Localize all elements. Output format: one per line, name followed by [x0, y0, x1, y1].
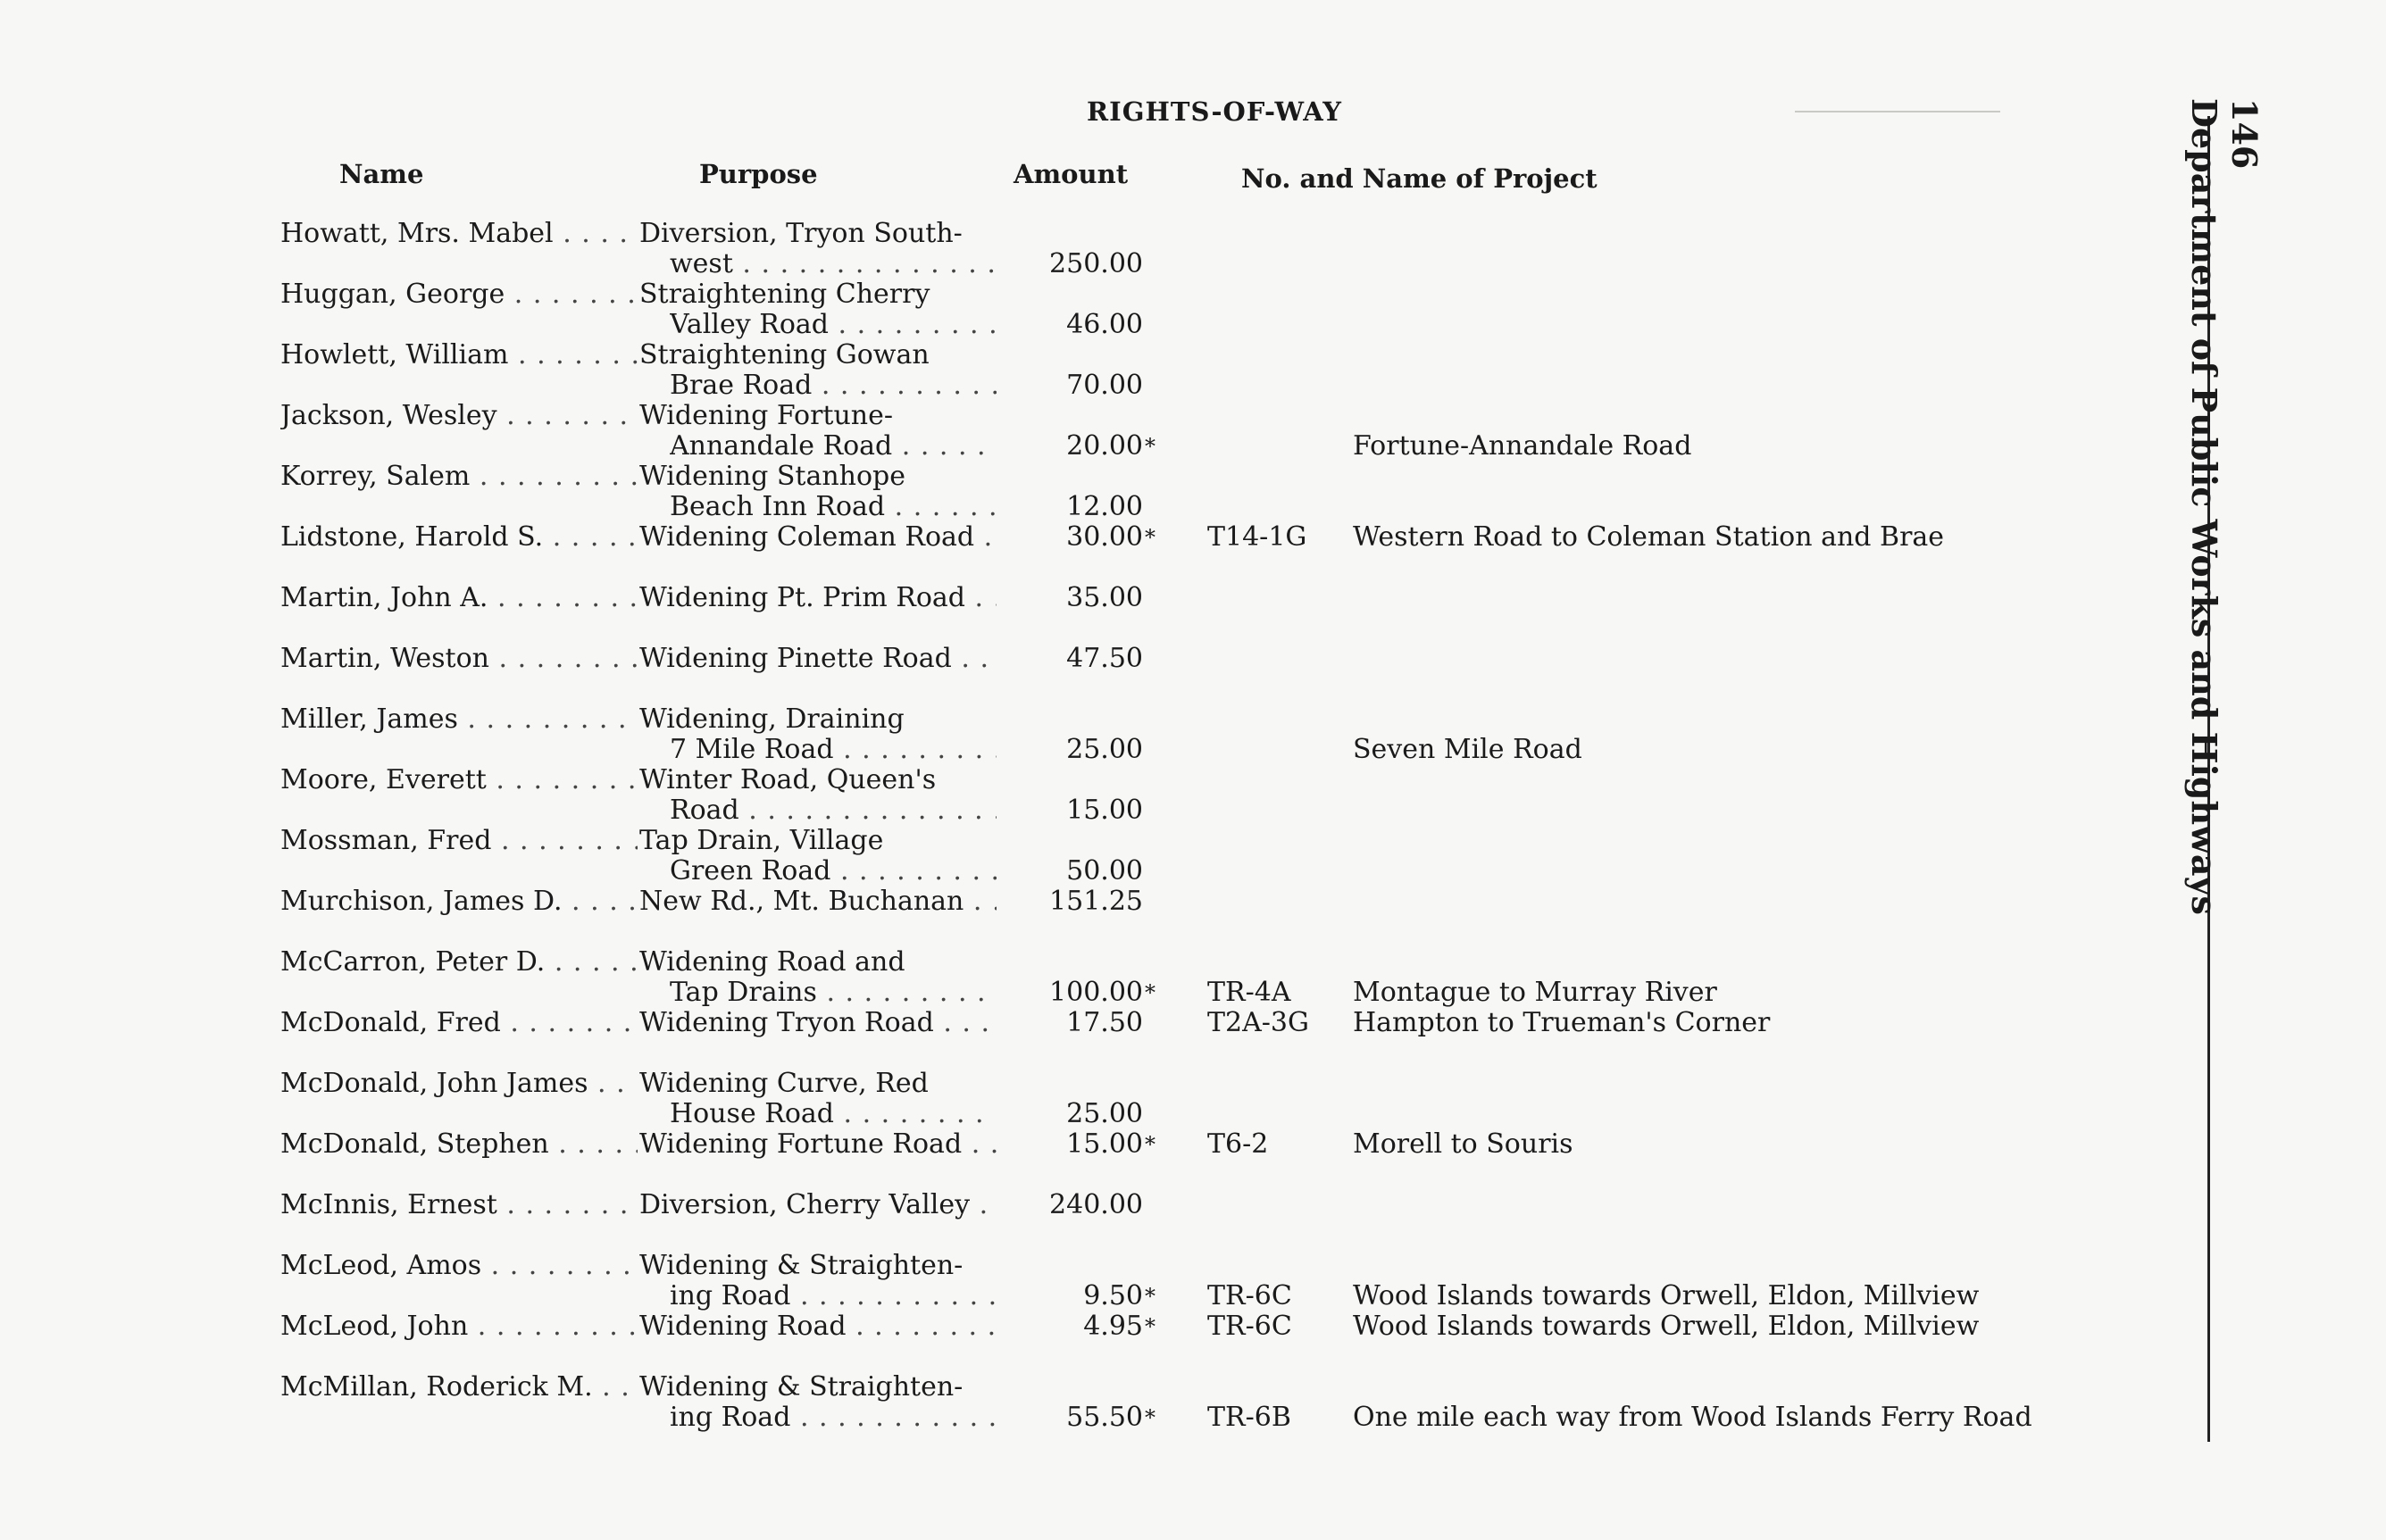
- row-purpose-line: [639, 462, 997, 492]
- amount-value: 50.00: [1066, 855, 1143, 887]
- row-project-name-text: Fortune-Annandale Road: [1353, 430, 1692, 462]
- running-head: [2184, 98, 2265, 1214]
- amount-value: 46.00: [1066, 309, 1143, 340]
- row-project-name-text: Wood Islands towards Orwell, Eldon, Millview: [1353, 1311, 1980, 1342]
- row-name: [280, 1008, 638, 1038]
- row-project-code-text: TR-6B: [1207, 1402, 1291, 1433]
- row-purpose-line: [639, 947, 997, 978]
- running-head-title: Department of Public Works and Highways: [2184, 98, 2224, 915]
- row-name: [280, 887, 638, 917]
- row-name: [280, 340, 638, 370]
- row-project-name-text: Morell to Souris: [1353, 1128, 1573, 1160]
- row-project-name: [1353, 1129, 2157, 1160]
- row-purpose-line-text: Widening Pinette Road: [639, 644, 952, 674]
- amount-value: 20.00: [1066, 430, 1143, 462]
- row-amount: [1009, 310, 1161, 340]
- row-name-text: McLeod, John: [280, 1311, 469, 1342]
- row-project-name-text: Hampton to Trueman's Corner: [1353, 1007, 1771, 1038]
- row-name-text: Jackson, Wesley: [280, 401, 497, 431]
- row-project-code-text: TR-4A: [1207, 977, 1291, 1008]
- row-project-code: [1207, 1281, 1341, 1311]
- page-number: 146: [2224, 98, 2265, 170]
- row-purpose-line-text: New Rd., Mt. Buchanan: [639, 887, 964, 917]
- row-project-code: [1207, 522, 1341, 553]
- scan-artifact-line: [1795, 111, 2000, 112]
- row-name: [280, 1311, 638, 1342]
- row-purpose-line-text: Widening Fortune Road: [639, 1129, 963, 1160]
- row-purpose-line-text: west: [670, 249, 733, 279]
- row-purpose-line-text: Winter Road, Queen's: [639, 765, 937, 795]
- row-amount: [1009, 887, 1161, 917]
- amount-asterisk: *: [1145, 525, 1155, 550]
- row-name-text: Martin, John A.: [280, 583, 488, 613]
- row-project-name: [1353, 1281, 2157, 1311]
- row-purpose-line: [639, 1069, 997, 1099]
- row-name-text: Miller, James: [280, 704, 458, 735]
- row-purpose-line-text: Widening Road: [639, 1311, 847, 1342]
- row-amount: [1009, 644, 1161, 674]
- row-name: [280, 1372, 638, 1403]
- row-name-text: McCarron, Peter D.: [280, 947, 546, 978]
- row-purpose-line-text: Green Road: [670, 856, 831, 887]
- row-project-name: [1353, 735, 2157, 765]
- row-amount: [1009, 1129, 1161, 1160]
- row-purpose-line: [639, 1190, 997, 1220]
- row-name-text: Mossman, Fred: [280, 826, 492, 856]
- row-name: [280, 947, 638, 978]
- row-purpose-line-text: Widening Pt. Prim Road: [639, 583, 965, 613]
- row-purpose-line: [670, 856, 997, 887]
- row-name-text: Korrey, Salem: [280, 462, 471, 492]
- row-project-name-text: One mile each way from Wood Islands Ferry Road: [1353, 1402, 2032, 1433]
- amount-value: 4.95: [1083, 1311, 1143, 1342]
- row-name: [280, 462, 638, 492]
- column-header-purpose: Purpose: [699, 159, 818, 189]
- row-purpose-line: [670, 249, 997, 279]
- row-project-code-text: T6-2: [1207, 1128, 1269, 1160]
- row-project-code: [1207, 1129, 1341, 1160]
- row-project-code: [1207, 978, 1341, 1008]
- row-purpose-line-text: Tap Drain, Village: [639, 826, 884, 856]
- amount-value: 25.00: [1066, 1098, 1143, 1129]
- column-header-amount: Amount: [1014, 159, 1129, 189]
- row-amount: [1009, 522, 1161, 553]
- amount-value: 9.50: [1083, 1280, 1143, 1311]
- row-purpose-line: [639, 1372, 997, 1403]
- row-name: [280, 765, 638, 795]
- row-purpose-line-text: Straightening Gowan: [639, 340, 930, 370]
- row-purpose-line: [670, 310, 997, 340]
- row-purpose-line: [639, 644, 997, 674]
- row-amount: [1009, 370, 1161, 401]
- row-purpose-line-text: Annandale Road: [670, 431, 893, 462]
- row-name-text: Howatt, Mrs. Mabel: [280, 219, 554, 249]
- row-name-text: McDonald, Stephen: [280, 1129, 549, 1160]
- row-purpose-line-text: Road: [670, 795, 739, 826]
- row-purpose-line-text: Brae Road: [670, 370, 813, 401]
- row-project-code: [1207, 1008, 1341, 1038]
- row-purpose-line: [639, 765, 997, 795]
- row-purpose-line: [639, 1311, 997, 1342]
- row-purpose-line: [639, 583, 997, 613]
- amount-asterisk: *: [1145, 434, 1155, 459]
- row-project-name: [1353, 431, 2157, 462]
- row-purpose-line-text: Diversion, Tryon South-: [639, 219, 963, 249]
- row-project-name: [1353, 522, 2157, 553]
- amount-value: 55.50: [1066, 1402, 1143, 1433]
- row-purpose-line-text: Valley Road: [670, 310, 829, 340]
- row-name-text: McDonald, Fred: [280, 1008, 501, 1038]
- row-name: [280, 1069, 638, 1099]
- row-purpose-line-text: Beach Inn Road: [670, 492, 886, 522]
- row-project-code: [1207, 1403, 1341, 1433]
- row-name: [280, 704, 638, 735]
- row-purpose-line: [670, 492, 997, 522]
- row-name-text: Murchison, James D.: [280, 887, 563, 917]
- row-name: [280, 826, 638, 856]
- row-project-code: [1207, 1311, 1341, 1342]
- row-purpose-line: [670, 431, 997, 462]
- row-purpose-line: [670, 795, 997, 826]
- amount-value: 100.00: [1049, 977, 1143, 1008]
- row-name: [280, 644, 638, 674]
- row-amount: [1009, 1190, 1161, 1220]
- amount-value: 240.00: [1049, 1189, 1143, 1220]
- row-amount: [1009, 492, 1161, 522]
- row-project-name: [1353, 1403, 2157, 1433]
- row-amount: [1009, 856, 1161, 887]
- amount-asterisk: *: [1145, 1284, 1155, 1309]
- row-purpose-line-text: Widening Fortune-: [639, 401, 894, 431]
- row-name: [280, 279, 638, 310]
- row-purpose-line-text: ing Road: [670, 1281, 791, 1311]
- row-purpose-line-text: Widening Coleman Road: [639, 522, 975, 553]
- row-project-name: [1353, 978, 2157, 1008]
- row-amount: [1009, 795, 1161, 826]
- row-amount: [1009, 1008, 1161, 1038]
- row-purpose-line-text: Widening Stanhope: [639, 462, 905, 492]
- row-amount: [1009, 1281, 1161, 1311]
- row-purpose-line: [639, 887, 997, 917]
- row-amount: [1009, 431, 1161, 462]
- row-amount: [1009, 735, 1161, 765]
- amount-value: 35.00: [1066, 582, 1143, 613]
- row-purpose-line: [670, 978, 997, 1008]
- row-purpose-line: [670, 370, 997, 401]
- row-name: [280, 522, 638, 553]
- amount-value: 15.00: [1066, 1128, 1143, 1160]
- row-project-code-text: T2A-3G: [1207, 1007, 1309, 1038]
- amount-value: 15.00: [1066, 795, 1143, 826]
- row-purpose-line-text: Widening & Straighten-: [639, 1251, 964, 1281]
- row-name: [280, 583, 638, 613]
- amount-asterisk: *: [1145, 1405, 1155, 1430]
- row-name-text: McMillan, Roderick M.: [280, 1372, 593, 1403]
- row-purpose-line-text: Widening & Straighten-: [639, 1372, 964, 1403]
- row-project-name-text: Montague to Murray River: [1353, 977, 1717, 1008]
- row-project-name-text: Western Road to Coleman Station and Brae: [1353, 521, 1945, 553]
- row-purpose-line: [670, 735, 997, 765]
- amount-asterisk: *: [1145, 1132, 1155, 1157]
- row-name-text: Huggan, George: [280, 279, 505, 310]
- row-amount: [1009, 583, 1161, 613]
- row-purpose-line-text: Widening Road and: [639, 947, 905, 978]
- amount-asterisk: *: [1145, 1314, 1155, 1339]
- row-name: [280, 1251, 638, 1281]
- amount-value: 250.00: [1049, 248, 1143, 279]
- row-purpose-line: [670, 1403, 997, 1433]
- page-title: RIGHTS-OF-WAY: [1087, 96, 1342, 127]
- row-purpose-line: [639, 704, 997, 735]
- row-purpose-line: [670, 1281, 997, 1311]
- row-purpose-line: [639, 219, 997, 249]
- row-amount: [1009, 1099, 1161, 1129]
- row-purpose-line: [670, 1099, 997, 1129]
- row-name-text: Moore, Everett: [280, 765, 487, 795]
- row-name-text: McLeod, Amos: [280, 1251, 482, 1281]
- row-purpose-line-text: Diversion, Cherry Valley: [639, 1190, 971, 1220]
- row-purpose-line-text: Widening, Draining: [639, 704, 905, 735]
- amount-value: 30.00: [1066, 521, 1143, 553]
- row-purpose-line-text: Widening Curve, Red: [639, 1069, 929, 1099]
- row-name: [280, 219, 638, 249]
- row-project-code-text: TR-6C: [1207, 1280, 1292, 1311]
- row-name: [280, 401, 638, 431]
- row-purpose-line: [639, 522, 997, 553]
- amount-value: 25.00: [1066, 734, 1143, 765]
- amount-value: 70.00: [1066, 370, 1143, 401]
- row-name-text: Lidstone, Harold S.: [280, 522, 544, 553]
- row-name: [280, 1190, 638, 1220]
- row-name-text: McDonald, John James: [280, 1069, 588, 1099]
- amount-value: 151.25: [1049, 886, 1143, 917]
- row-name-text: Martin, Weston: [280, 644, 489, 674]
- amount-value: 12.00: [1066, 491, 1143, 522]
- row-project-name-text: Wood Islands towards Orwell, Eldon, Millview: [1353, 1280, 1980, 1311]
- row-project-code-text: TR-6C: [1207, 1311, 1292, 1342]
- column-header-project: No. and Name of Project: [1241, 163, 1598, 194]
- row-purpose-line-text: 7 Mile Road: [670, 735, 834, 765]
- row-name: [280, 1129, 638, 1160]
- row-purpose-line-text: Tap Drains: [670, 978, 817, 1008]
- row-project-name: [1353, 1008, 2157, 1038]
- row-purpose-line-text: House Road: [670, 1099, 834, 1129]
- row-amount: [1009, 1311, 1161, 1342]
- row-purpose-line: [639, 1251, 997, 1281]
- row-purpose-line: [639, 340, 997, 370]
- row-project-code-text: T14-1G: [1207, 521, 1307, 553]
- row-purpose-line: [639, 279, 997, 310]
- column-header-name: Name: [339, 159, 424, 189]
- row-amount: [1009, 978, 1161, 1008]
- row-purpose-line: [639, 826, 997, 856]
- row-purpose-line-text: Widening Tryon Road: [639, 1008, 934, 1038]
- row-name-text: McInnis, Ernest: [280, 1190, 497, 1220]
- row-purpose-line: [639, 1129, 997, 1160]
- row-purpose-line: [639, 401, 997, 431]
- amount-value: 47.50: [1066, 643, 1143, 674]
- row-purpose-line: [639, 1008, 997, 1038]
- amount-value: 17.50: [1066, 1007, 1143, 1038]
- amount-asterisk: *: [1145, 980, 1155, 1005]
- row-purpose-line-text: ing Road: [670, 1403, 791, 1433]
- row-purpose-line-text: Straightening Cherry: [639, 279, 930, 310]
- row-name-text: Howlett, William: [280, 340, 509, 370]
- row-project-name: [1353, 1311, 2157, 1342]
- row-amount: [1009, 249, 1161, 279]
- row-project-name-text: Seven Mile Road: [1353, 734, 1582, 765]
- row-amount: [1009, 1403, 1161, 1433]
